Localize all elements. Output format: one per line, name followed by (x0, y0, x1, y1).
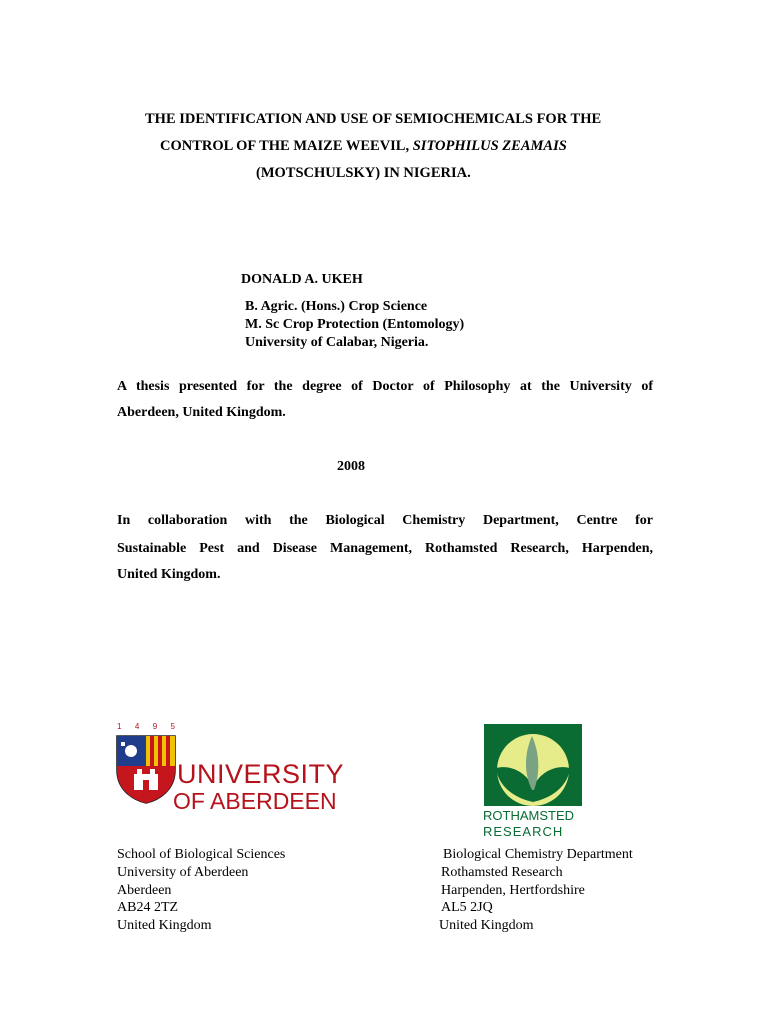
title-line-3: (MOTSCHULSKY) IN NIGERIA. (256, 165, 471, 181)
author-institution: University of Calabar, Nigeria. (245, 335, 429, 350)
right-address-line: United Kingdom (439, 918, 534, 933)
year-digit: 4 (134, 722, 140, 731)
left-address-line: AB24 2TZ (117, 900, 179, 915)
thesis-statement-line-2: Aberdeen, United Kingdom. (117, 405, 286, 420)
thesis-year: 2008 (337, 459, 365, 474)
title-line-2 (160, 138, 567, 155)
left-address-line: United Kingdom (117, 918, 212, 933)
rothamsted-wordmark-line-1: ROTHAMSTED (483, 808, 574, 823)
title-line-1: THE IDENTIFICATION AND USE OF SEMIOCHEMICALS FOR THE (145, 111, 602, 127)
right-address-line: AL5 2JQ (441, 900, 493, 915)
university-of-aberdeen-logo (115, 722, 355, 812)
species-name: SITOPHILUS ZEAMAIS (412, 138, 567, 154)
author-degree-2: M. Sc Crop Protection (Entomology) (245, 317, 465, 332)
author-degree-1: B. Agric. (Hons.) Crop Science (245, 299, 428, 314)
title-line-2-prefix: CONTROL OF THE MAIZE WEEVIL, (160, 138, 413, 154)
year-digit: 9 (152, 722, 158, 731)
author-name: DONALD A. UKEH (241, 272, 363, 287)
collaboration-line-3: United Kingdom. (117, 567, 221, 582)
left-address-line: University of Aberdeen (117, 865, 249, 880)
right-address-line: Biological Chemistry Department (443, 847, 633, 862)
left-address-line: School of Biological Sciences (117, 847, 286, 862)
right-address-line: Rothamsted Research (441, 865, 563, 880)
collaboration-line-1: In collaboration with the Biological Chemistry Department, Centre for (117, 513, 653, 528)
year-digit: 5 (170, 722, 175, 731)
right-address-line: Harpenden, Hertfordshire (441, 883, 585, 898)
aberdeen-wordmark-line-1: UNIVERSITY (177, 759, 345, 789)
thesis-statement-line-1: A thesis presented for the degree of Doctor of Philosophy at the University of (117, 379, 653, 394)
aberdeen-founding-year (117, 722, 175, 731)
rothamsted-research-logo (481, 722, 591, 840)
collaboration-line-2: Sustainable Pest and Disease Management, Rothamsted Research, Harpenden, (117, 541, 653, 556)
rothamsted-leaf-icon (484, 724, 582, 806)
aberdeen-wordmark-line-2: OF ABERDEEN (173, 788, 337, 814)
left-address-line: Aberdeen (117, 883, 172, 898)
rothamsted-wordmark-line-2: RESEARCH (483, 824, 564, 839)
aberdeen-crest-icon (115, 734, 177, 804)
year-digit: 1 (117, 722, 122, 731)
